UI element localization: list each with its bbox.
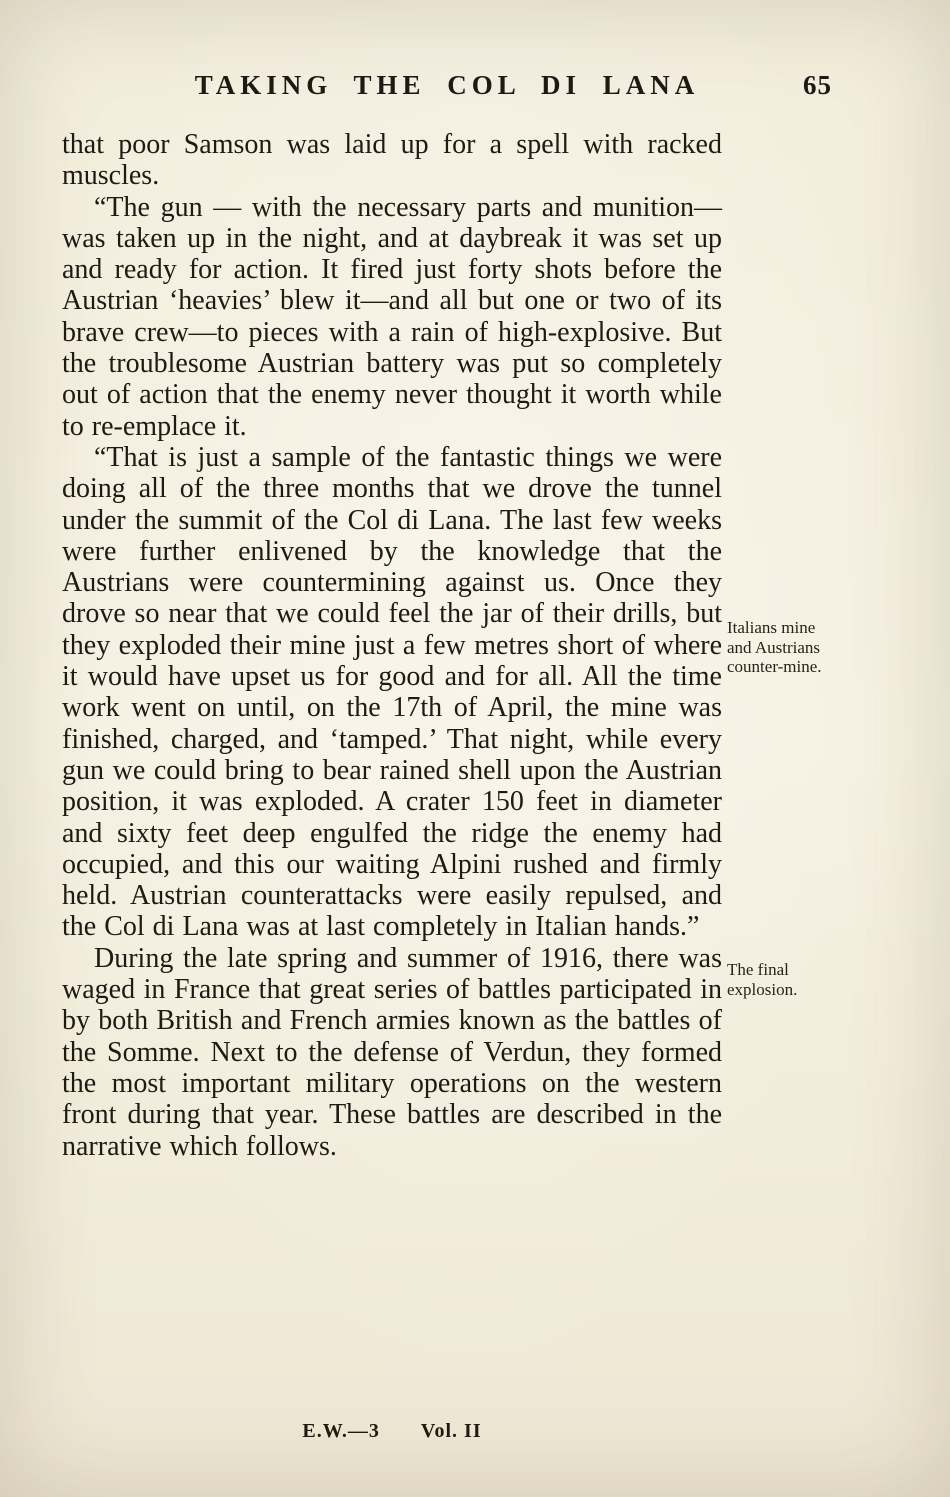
page-footer xyxy=(62,1420,722,1443)
paragraph-tunnel-mine: “That is just a sample of the fantastic things we were doing all of the three months that we drove the tunnel under the summit of the Col di Lana. The last few weeks were further enlivened by the knowledge that the Austrians were countermining against us. Once they drove so near that we could feel the jar of their drills, but they exploded their mine just a few metres short of where it would have upset us for good and for all. All the time work went on until, on the 17th of April, the mine was finished, charged, and ‘tamped.’ That night, while every gun we could bring to bear rained shell upon the Austrian position, it was exploded. A crater 150 feet in diameter and sixty feet deep engulfed the ridge the enemy had occupied, and this our waiting Alpini rushed and firmly held. Austrian counterattacks were easily repulsed, and the Col di Lana was at last completely in Italian hands.” xyxy=(62,441,722,943)
paragraph-somme-intro: During the late spring and summer of 1916, there was waged in France that great series of battles participated in by both British and French armies known as the battles of the Somme. Next to the defense of Verdun, they formed the most important military operations on the western front during that year. These battles are described in the narrative which follows. xyxy=(62,942,722,1162)
running-title: TAKING THE COL DI LANA xyxy=(194,70,700,100)
paragraph-gun-story: “The gun — with the necessary parts and munition—was taken up in the night, and at daybreak it was set up and ready for action. It fired just forty shots before the Austrian ‘heavies’ blew it—and all but one or two of its brave crew—to pieces with a rain of high-explosive. But the troublesome Austrian battery was put so completely out of action that the enemy never thought it worth while to re-emplace it. xyxy=(62,191,722,442)
printer-signature: E.W.—3 xyxy=(302,1420,380,1442)
sidenote-final-explosion: The final explosion. xyxy=(727,960,798,999)
page-number: 65 xyxy=(803,70,832,100)
paragraph-continuation: that poor Samson was laid up for a spell with racked muscles. xyxy=(62,129,722,192)
page-header xyxy=(62,70,832,106)
volume-label: Vol. II xyxy=(420,1420,482,1442)
sidenote-countermining: Italians mine and Austrians counter-mine. xyxy=(727,618,822,676)
text-block xyxy=(62,129,722,1162)
